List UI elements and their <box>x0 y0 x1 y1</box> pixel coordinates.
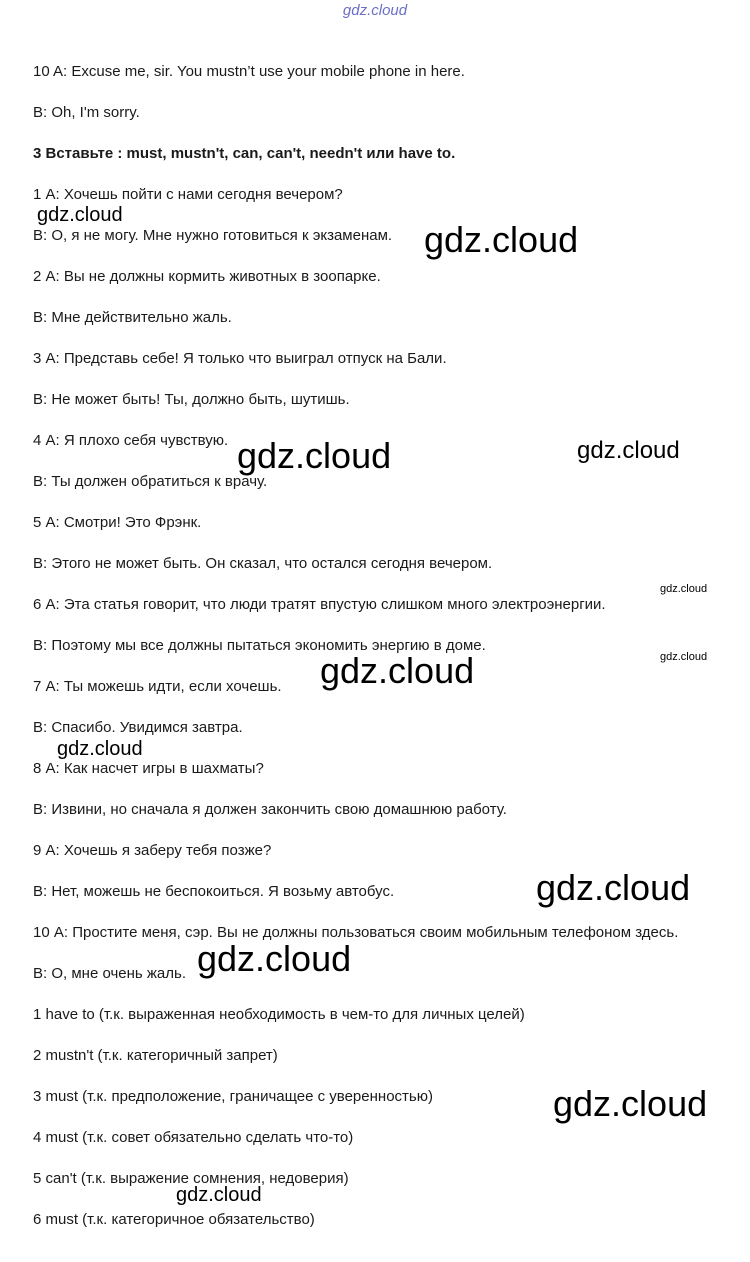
watermark: gdz.cloud <box>577 437 680 464</box>
watermark: gdz.cloud <box>37 204 123 226</box>
text-line: В: Нет, можешь не беспокоиться. Я возьму автобус. <box>33 883 395 900</box>
text-line: В: Извини, но сначала я должен закончить свою домашнюю работу. <box>33 801 507 818</box>
text-line: В: Не может быть! Ты, должно быть, шутишь. <box>33 391 350 408</box>
watermark: gdz.cloud <box>553 1083 708 1124</box>
answer-line: 4 must (т.к. совет обязательно сделать что-то) <box>33 1129 354 1146</box>
answer-line: 2 mustn't (т.к. категоричный запрет) <box>33 1047 278 1064</box>
watermark: gdz.cloud <box>176 1184 262 1206</box>
watermark: gdz.cloud <box>197 938 352 979</box>
exercise-heading: 3 Вставьте : must, mustn't, can, can't, needn't или have to. <box>33 145 456 162</box>
watermark: gdz.cloud <box>320 650 475 691</box>
text-line: В: Спасибо. Увидимся завтра. <box>33 719 243 736</box>
text-line: 10 А: Простите меня, сэр. Вы не должны пользоваться своим мобильным телефоном здесь. <box>33 924 679 941</box>
text-line: 3 А: Представь себе! Я только что выиграл отпуск на Бали. <box>33 350 447 367</box>
text-line: 9 А: Хочешь я заберу тебя позже? <box>33 842 272 859</box>
text-line: 1 А: Хочешь пойти с нами сегодня вечером? <box>33 186 343 203</box>
answer-line: 3 must (т.к. предположение, граничащее с уверенностью) <box>33 1088 433 1105</box>
answer-line: 6 must (т.к. категоричное обязательство) <box>33 1211 315 1228</box>
text-line: 6 А: Эта статья говорит, что люди тратят впустую слишком много электроэнергии. <box>33 596 606 613</box>
header-watermark: gdz.cloud <box>342 2 408 19</box>
text-line: В: Ты должен обратиться к врачу. <box>33 473 268 490</box>
answer-line: 1 have to (т.к. выраженная необходимость в чем-то для личных целей) <box>33 1006 525 1023</box>
text-line: B: Oh, I'm sorry. <box>33 104 140 121</box>
text-line: В: О, я не могу. Мне нужно готовиться к экзаменам. <box>33 227 393 244</box>
text-line: 7 А: Ты можешь идти, если хочешь. <box>33 678 282 695</box>
text-line: В: Этого не может быть. Он сказал, что остался сегодня вечером. <box>33 555 493 572</box>
answer-line: 5 can't (т.к. выражение сомнения, недоверия) <box>33 1170 349 1187</box>
text-line: В: Поэтому мы все должны пытаться экономить энергию в доме. <box>33 637 486 654</box>
text-line: 2 А: Вы не должны кормить животных в зоопарке. <box>33 268 381 285</box>
text-line: 8 А: Как насчет игры в шахматы? <box>33 760 264 777</box>
text-line: 5 А: Смотри! Это Фрэнк. <box>33 514 202 531</box>
watermark: gdz.cloud <box>660 583 708 595</box>
text-line: В: О, мне очень жаль. <box>33 965 186 982</box>
watermark: gdz.cloud <box>237 435 392 476</box>
watermark: gdz.cloud <box>424 219 579 260</box>
text-line: 10 A: Excuse me, sir. You mustn’t use your mobile phone in here. <box>33 63 465 80</box>
watermark: gdz.cloud <box>660 651 708 663</box>
text-line: В: Мне действительно жаль. <box>33 309 232 326</box>
watermark: gdz.cloud <box>57 738 143 760</box>
watermark: gdz.cloud <box>536 867 691 908</box>
text-line: 4 А: Я плохо себя чувствую. <box>33 432 229 449</box>
